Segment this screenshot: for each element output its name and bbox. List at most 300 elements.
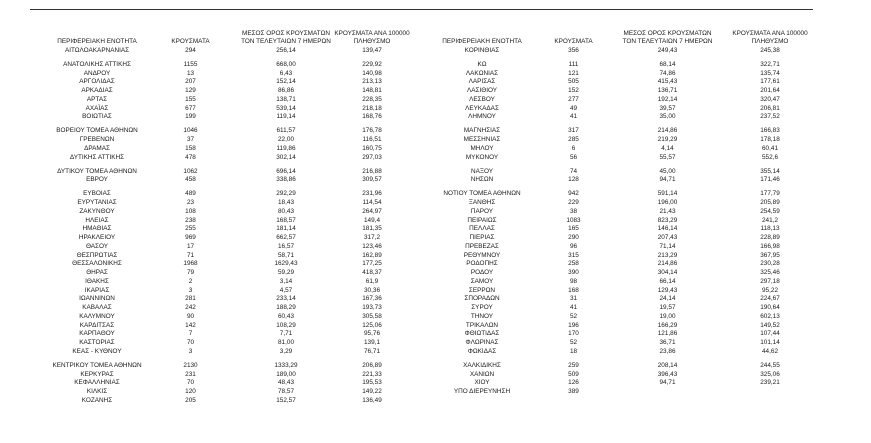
per100k-cell: 264,97: [362, 207, 382, 215]
avg-cell: 539,14: [276, 104, 296, 112]
avg-cell: 302,14: [276, 153, 296, 161]
cases-cell: 478: [185, 153, 196, 161]
per100k-cell: 166,98: [760, 242, 780, 250]
avg-cell: 136,71: [657, 87, 678, 95]
region-cell: ΚΑΡΠΑΘΟΥ: [79, 330, 115, 338]
per100k-cell: 193,73: [362, 304, 382, 312]
cases-cell: 41: [569, 304, 578, 312]
avg-cell: 66,14: [659, 277, 676, 285]
cases-cell: 158: [185, 144, 196, 152]
avg-cell: 168,57: [276, 216, 296, 224]
cases-cell: 129: [185, 87, 196, 95]
region-cell: ΗΜΑΘΙΑΣ: [82, 225, 112, 233]
table-row: [0, 242, 871, 251]
cases-cell: 1046: [183, 127, 198, 135]
table-row: [0, 361, 871, 370]
region-cell: ΧΑΛΚΙΔΙΚΗΣ: [463, 361, 501, 369]
region-cell: ΡΟΔΟΥ: [470, 269, 494, 277]
per100k-cell: 76,71: [364, 347, 380, 355]
table-row: [0, 294, 871, 303]
avg-cell: 6,43: [279, 69, 293, 77]
per100k-cell: 118,13: [760, 225, 780, 233]
avg-cell: 188,29: [276, 304, 296, 312]
region-cell: ΚΕΑΣ - ΚΥΘΝΟΥ: [72, 347, 122, 355]
per100k-cell: 244,55: [760, 361, 780, 369]
right-header-avg-line1: ΜΕΣΟΣ ΟΡΟΣ ΚΡΟΥΣΜΑΤΩΝ: [623, 30, 712, 37]
avg-cell: 119,86: [276, 144, 296, 152]
cases-cell: 108: [185, 207, 196, 215]
cases-cell: 168: [568, 286, 579, 294]
per100k-cell: 245,38: [760, 47, 780, 54]
avg-cell: 233,14: [276, 295, 296, 303]
table-row: [0, 167, 871, 176]
per100k-cell: 297,03: [362, 153, 382, 161]
table-row: [0, 329, 871, 338]
avg-cell: 48,43: [278, 379, 294, 387]
avg-cell: 19,57: [659, 304, 676, 312]
avg-cell: 823,29: [657, 216, 678, 224]
cases-cell: 96: [569, 242, 578, 250]
left-header-region: ΠΕΡΙΦΕΡΕΙΑΚΗ ΕΝΟΤΗΤΑ: [57, 38, 137, 45]
region-cell: ΜΗΛΟΥ: [470, 144, 494, 152]
per100k-cell: 325,06: [760, 370, 780, 378]
region-cell: ΚΕΝΤΡΙΚΟΥ ΤΟΜΕΑ ΑΘΗΝΩΝ: [52, 361, 142, 369]
cases-cell: 152: [568, 87, 579, 95]
per100k-cell: 309,57: [362, 176, 382, 184]
region-cell: ΛΕΥΚΑΔΑΣ: [465, 104, 499, 112]
per100k-cell: 230,28: [760, 260, 780, 268]
right-header-region: ΠΕΡΙΦΕΡΕΙΑΚΗ ΕΝΟΤΗΤΑ: [442, 38, 522, 45]
region-cell: ΑΧΑΪΑΣ: [85, 104, 109, 112]
region-cell: ΕΥΒΟΙΑΣ: [83, 190, 111, 198]
cases-cell: 111: [568, 60, 579, 68]
avg-cell: 415,43: [657, 78, 678, 86]
avg-cell: 78,57: [278, 388, 294, 395]
avg-cell: 304,14: [657, 269, 678, 277]
right-header-per-line2: ΠΛΗΘΥΣΜΟ: [751, 38, 789, 45]
cases-cell: 1062: [183, 167, 198, 175]
per100k-cell: 317,2: [364, 234, 380, 242]
region-cell: ΗΡΑΚΛΕΙΟΥ: [78, 234, 116, 242]
cases-cell: 37: [186, 136, 195, 144]
cases-cell: 2130: [183, 361, 198, 369]
table-row: [0, 198, 871, 207]
table-row: [0, 303, 871, 312]
table-row: [0, 144, 871, 153]
cases-cell: 258: [568, 260, 579, 268]
region-cell: ΒΟΙΩΤΙΑΣ: [82, 113, 112, 121]
region-cell: ΠΙΕΡΙΑΣ: [469, 234, 495, 242]
region-cell: ΣΥΡΟΥ: [471, 304, 493, 312]
cases-cell: 165: [568, 225, 579, 233]
region-cell: ΕΒΡΟΥ: [86, 176, 108, 184]
table-row: [0, 378, 871, 387]
table-row: [0, 224, 871, 233]
region-cell: ΚΕΦΑΛΛΗΝΙΑΣ: [74, 379, 120, 387]
cases-cell: 71: [186, 251, 195, 259]
per100k-cell: 139,1: [364, 339, 380, 347]
avg-cell: 166,29: [657, 321, 678, 329]
per100k-cell: 241,2: [762, 216, 778, 224]
avg-cell: 55,57: [659, 153, 676, 161]
per100k-cell: 107,44: [760, 330, 780, 338]
cases-cell: 6: [571, 144, 576, 152]
table-row: [0, 387, 871, 396]
avg-cell: 668,00: [276, 60, 296, 68]
region-cell: ΚΑΛΥΜΝΟΥ: [79, 312, 115, 320]
cases-cell: 31: [569, 295, 578, 303]
cases-cell: 277: [568, 95, 579, 103]
cases-cell: 199: [185, 113, 196, 121]
avg-cell: 208,14: [657, 361, 678, 369]
left-header-per-line1: ΚΡΟΥΣΜΑΤΑ ΑΝΑ 100000: [334, 30, 410, 37]
cases-cell: 389: [568, 388, 579, 395]
left-header-cases: ΚΡΟΥΣΜΑΤΑ: [171, 38, 210, 45]
region-cell: ΦΛΩΡΙΝΑΣ: [465, 339, 499, 347]
avg-cell: 292,29: [276, 190, 296, 198]
cases-cell: 259: [568, 361, 579, 369]
region-cell: ΓΡΕΒΕΝΩΝ: [79, 136, 115, 144]
per100k-cell: 254,59: [760, 207, 780, 215]
cases-cell: 79: [186, 269, 195, 277]
cases-cell: 120: [185, 388, 196, 395]
per100k-cell: 216,88: [362, 167, 382, 175]
avg-cell: 591,14: [657, 190, 678, 198]
region-cell: ΣΑΜΟΥ: [470, 277, 494, 285]
avg-cell: 60,43: [278, 312, 294, 320]
avg-cell: 696,14: [276, 167, 296, 175]
per100k-cell: 177,79: [760, 190, 780, 198]
region-cell: ΖΑΚΥΝΘΟΥ: [79, 207, 115, 215]
region-cell: ΠΕΙΡΑΙΩΣ: [467, 216, 497, 224]
avg-cell: 338,86: [276, 176, 296, 184]
region-cell: ΑΡΚΑΔΙΑΣ: [81, 87, 113, 95]
cases-cell: 285: [568, 136, 579, 144]
avg-cell: 146,14: [657, 225, 678, 233]
table-row: [0, 153, 871, 162]
region-cell: ΙΩΑΝΝΙΝΩΝ: [79, 295, 115, 303]
table-row: [0, 46, 871, 55]
region-cell: ΘΕΣΣΑΛΟΝΙΚΗΣ: [72, 260, 122, 268]
right-header-cases: ΚΡΟΥΣΜΑΤΑ: [554, 38, 593, 45]
cases-cell: 290: [568, 234, 579, 242]
cases-cell: 155: [185, 95, 196, 103]
table-row: [0, 370, 871, 379]
region-cell: ΣΕΡΡΩΝ: [468, 286, 496, 294]
cases-cell: 458: [185, 176, 196, 184]
avg-cell: 119,14: [276, 113, 296, 121]
cases-cell: 231: [185, 370, 196, 378]
per100k-cell: 139,47: [362, 47, 382, 54]
avg-cell: 7,71: [279, 330, 293, 338]
region-cell: ΠΕΛΛΑΣ: [469, 225, 495, 233]
cases-cell: 70: [186, 379, 195, 387]
avg-cell: 16,57: [278, 242, 294, 250]
per100k-cell: 168,76: [362, 113, 382, 121]
table-row: [0, 216, 871, 225]
table-row: [0, 112, 871, 121]
cases-cell: 170: [568, 330, 579, 338]
region-cell: ΠΑΡΟΥ: [470, 207, 494, 215]
table-row: [0, 338, 871, 347]
per100k-cell: 148,81: [362, 87, 382, 95]
cases-cell: 38: [569, 207, 578, 215]
avg-cell: 23,86: [659, 347, 676, 355]
region-cell: ΦΘΙΩΤΙΔΑΣ: [464, 330, 500, 338]
cases-cell: 509: [568, 370, 579, 378]
table-row: [0, 347, 871, 356]
cases-cell: 207: [185, 78, 196, 86]
right-header-per-line1: ΚΡΟΥΣΜΑΤΑ ΑΝΑ 100000: [732, 30, 808, 37]
region-cell: ΙΘΑΚΗΣ: [85, 277, 109, 285]
avg-cell: 152,57: [276, 396, 296, 404]
avg-cell: 68,14: [659, 60, 676, 68]
region-cell: ΝΗΣΩΝ: [470, 176, 494, 184]
avg-cell: 24,14: [659, 295, 676, 303]
per100k-cell: 205,89: [760, 199, 780, 207]
region-cell: ΦΩΚΙΔΑΣ: [467, 347, 497, 355]
region-cell: ΡΟΔΟΠΗΣ: [466, 260, 498, 268]
cases-cell: 505: [568, 78, 579, 86]
per100k-cell: 176,78: [362, 127, 382, 135]
avg-cell: 35,00: [659, 113, 676, 121]
avg-cell: 196,00: [657, 199, 678, 207]
cases-cell: 196: [568, 321, 579, 329]
per100k-cell: 190,64: [760, 304, 780, 312]
per100k-cell: 166,83: [760, 127, 780, 135]
region-cell: ΚΑΒΑΛΑΣ: [82, 304, 112, 312]
per100k-cell: 60,41: [762, 144, 778, 152]
table-row: [0, 77, 871, 86]
cases-cell: 2: [188, 277, 193, 285]
cases-cell: 126: [568, 379, 579, 387]
cases-cell: 677: [185, 104, 196, 112]
per100k-cell: 162,89: [362, 251, 382, 259]
per100k-cell: 218,18: [362, 104, 382, 112]
avg-cell: 18,43: [278, 199, 294, 207]
per100k-cell: 160,75: [362, 144, 382, 152]
table-row: [0, 312, 871, 321]
avg-cell: 181,14: [276, 225, 296, 233]
table-row: [0, 95, 871, 104]
table-row: [0, 207, 871, 216]
cases-cell: 315: [568, 251, 579, 259]
region-cell: ΜΕΣΣΗΝΙΑΣ: [463, 136, 501, 144]
table-row: [0, 104, 871, 113]
per100k-cell: 95,76: [364, 330, 380, 338]
per100k-cell: 177,61: [760, 78, 780, 86]
avg-cell: 1333,29: [274, 361, 298, 369]
cases-cell: 238: [185, 216, 196, 224]
region-cell: ΘΑΣΟΥ: [85, 242, 109, 250]
avg-cell: 81,00: [278, 339, 294, 347]
avg-cell: 256,14: [276, 47, 296, 54]
per100k-cell: 221,33: [362, 370, 382, 378]
region-cell: ΕΥΡΥΤΑΝΙΑΣ: [77, 199, 117, 207]
cases-cell: 13: [186, 69, 195, 77]
region-cell: ΑΙΤΩΛΟΑΚΑΡΝΑΝΙΑΣ: [64, 47, 130, 54]
region-cell: ΜΑΓΝΗΣΙΑΣ: [463, 127, 501, 135]
avg-cell: 94,71: [659, 176, 676, 184]
region-cell: ΗΛΕΙΑΣ: [85, 216, 109, 224]
per100k-cell: 101,14: [760, 339, 780, 347]
region-cell: ΝΑΞΟΥ: [470, 167, 494, 175]
avg-cell: 108,29: [276, 321, 296, 329]
avg-cell: 59,29: [278, 269, 294, 277]
cases-cell: 1083: [566, 216, 581, 224]
region-cell: ΚΙΛΚΙΣ: [86, 388, 108, 395]
cases-cell: 70: [186, 339, 195, 347]
region-cell: ΒΟΡΕΙΟΥ ΤΟΜΕΑ ΑΘΗΝΩΝ: [56, 127, 138, 135]
avg-cell: 58,71: [278, 251, 294, 259]
cases-cell: 18: [569, 347, 578, 355]
per100k-cell: 167,36: [362, 295, 382, 303]
avg-cell: 214,86: [657, 127, 678, 135]
per100k-cell: 206,81: [760, 104, 780, 112]
region-cell: ΛΑΣΙΘΙΟΥ: [466, 87, 498, 95]
region-cell: ΤΗΝΟΥ: [470, 312, 494, 320]
right-header-avg-line2: ΤΟΝ ΤΕΛΕΥΤΑΙΩΝ 7 ΗΜΕΡΩΝ: [622, 38, 713, 45]
region-cell: ΚΩ: [477, 60, 487, 68]
avg-cell: 36,71: [659, 339, 676, 347]
per100k-cell: 552,6: [762, 153, 778, 161]
region-cell: ΔΥΤΙΚΗΣ ΑΤΤΙΚΗΣ: [69, 153, 125, 161]
table-row: [0, 321, 871, 330]
cases-cell: 121: [568, 69, 579, 77]
per100k-cell: 239,21: [760, 379, 780, 387]
avg-cell: 86,86: [278, 87, 294, 95]
per100k-cell: 231,96: [362, 190, 382, 198]
region-cell: ΥΠΟ ΔΙΕΡΕΥΝΗΣΗ: [453, 388, 511, 395]
avg-cell: 249,43: [657, 47, 678, 54]
per100k-cell: 237,52: [760, 113, 780, 121]
cases-cell: 390: [568, 269, 579, 277]
avg-cell: 71,14: [659, 242, 676, 250]
table-row: [0, 135, 871, 144]
region-cell: ΚΑΣΤΟΡΙΑΣ: [79, 339, 115, 347]
per100k-cell: 418,37: [362, 269, 382, 277]
avg-cell: 129,43: [657, 286, 678, 294]
table-row: [0, 175, 871, 184]
region-cell: ΠΡΕΒΕΖΑΣ: [465, 242, 499, 250]
table-row: [0, 268, 871, 277]
per100k-cell: 305,58: [362, 312, 382, 320]
avg-cell: 4,14: [661, 144, 674, 152]
region-cell: ΤΡΙΚΑΛΩΝ: [465, 321, 499, 329]
avg-cell: 396,43: [657, 370, 678, 378]
per100k-cell: 136,49: [362, 396, 382, 404]
region-cell: ΧΑΝΙΩΝ: [469, 370, 495, 378]
avg-cell: 138,71: [276, 95, 296, 103]
avg-cell: 662,57: [276, 234, 296, 242]
table-row: [0, 126, 871, 135]
region-cell: ΞΑΝΘΗΣ: [468, 199, 496, 207]
table-row: [0, 277, 871, 286]
avg-cell: 45,00: [659, 167, 676, 175]
table-row: [0, 251, 871, 260]
cases-cell: 74: [569, 167, 578, 175]
avg-cell: 189,00: [276, 370, 296, 378]
table-row: [0, 86, 871, 95]
cases-cell: 56: [569, 153, 578, 161]
cases-cell: 3: [188, 286, 193, 294]
region-cell: ΔΡΑΜΑΣ: [84, 144, 110, 152]
avg-cell: 192,14: [657, 95, 678, 103]
cases-cell: 3: [188, 347, 193, 355]
cases-cell: 52: [569, 339, 578, 347]
region-cell: ΑΡΤΑΣ: [86, 95, 108, 103]
table-row: [0, 189, 871, 198]
per100k-cell: 177,25: [362, 260, 382, 268]
cases-cell: 356: [568, 47, 579, 54]
per100k-cell: 325,46: [760, 269, 780, 277]
per100k-cell: 320,47: [760, 95, 780, 103]
avg-cell: 94,71: [659, 379, 676, 387]
per100k-cell: 149,4: [364, 216, 380, 224]
table-row: [0, 233, 871, 242]
region-cell: ΑΝΑΤΟΛΙΚΗΣ ΑΤΤΙΚΗΣ: [63, 60, 131, 68]
cases-cell: 1155: [183, 60, 198, 68]
region-cell: ΑΡΓΟΛΙΔΑΣ: [79, 78, 115, 86]
region-cell: ΛΑΡΙΣΑΣ: [468, 78, 496, 86]
left-header-per-line2: ΠΛΗΘΥΣΜΟ: [353, 38, 391, 45]
per100k-cell: 602,13: [760, 312, 780, 320]
region-cell: ΣΠΟΡΑΔΩΝ: [464, 295, 500, 303]
avg-cell: 219,29: [657, 136, 678, 144]
avg-cell: 22,00: [278, 136, 294, 144]
region-cell: ΛΑΚΩΝΙΑΣ: [465, 69, 499, 77]
left-header-avg-line1: ΜΕΣΟΣ ΟΡΟΣ ΚΡΟΥΣΜΑΤΩΝ: [242, 30, 330, 37]
region-cell: ΘΗΡΑΣ: [86, 269, 108, 277]
per100k-cell: 114,54: [362, 199, 382, 207]
cases-cell: 52: [569, 312, 578, 320]
region-cell: ΚΕΡΚΥΡΑΣ: [80, 370, 114, 378]
cases-cell: 969: [185, 234, 196, 242]
table-row: [0, 60, 871, 69]
per100k-cell: 355,14: [760, 167, 780, 175]
region-cell: ΔΥΤΙΚΟΥ ΤΟΜΕΑ ΑΘΗΝΩΝ: [57, 167, 137, 175]
per100k-cell: 149,22: [362, 388, 382, 395]
per100k-cell: 135,74: [760, 69, 780, 77]
per100k-cell: 181,35: [362, 225, 382, 233]
per100k-cell: 123,46: [362, 242, 382, 250]
cases-cell: 489: [185, 190, 196, 198]
per100k-cell: 178,18: [760, 136, 780, 144]
per100k-cell: 116,51: [362, 136, 382, 144]
cases-cell: 142: [185, 321, 196, 329]
cases-cell: 205: [185, 396, 196, 404]
cases-cell: 1968: [183, 260, 198, 268]
avg-cell: 207,43: [657, 234, 678, 242]
region-cell: ΛΕΣΒΟΥ: [469, 95, 495, 103]
avg-cell: 3,29: [279, 347, 293, 355]
avg-cell: 121,86: [657, 330, 678, 338]
cases-cell: 41: [569, 113, 578, 121]
per100k-cell: 140,98: [362, 69, 382, 77]
avg-cell: 214,86: [657, 260, 678, 268]
region-cell: ΚΟΖΑΝΗΣ: [81, 396, 113, 404]
per100k-cell: 195,53: [362, 379, 382, 387]
table-row: [0, 259, 871, 268]
cases-cell: 317: [568, 127, 579, 135]
region-cell: ΝΟΤΙΟΥ ΤΟΜΕΑ ΑΘΗΝΩΝ: [443, 190, 521, 198]
cases-cell: 242: [185, 304, 196, 312]
cases-cell: 942: [568, 190, 579, 198]
avg-cell: 19,00: [659, 312, 676, 320]
avg-cell: 152,14: [276, 78, 296, 86]
cases-cell: 23: [186, 199, 195, 207]
per100k-cell: 367,95: [760, 251, 780, 259]
